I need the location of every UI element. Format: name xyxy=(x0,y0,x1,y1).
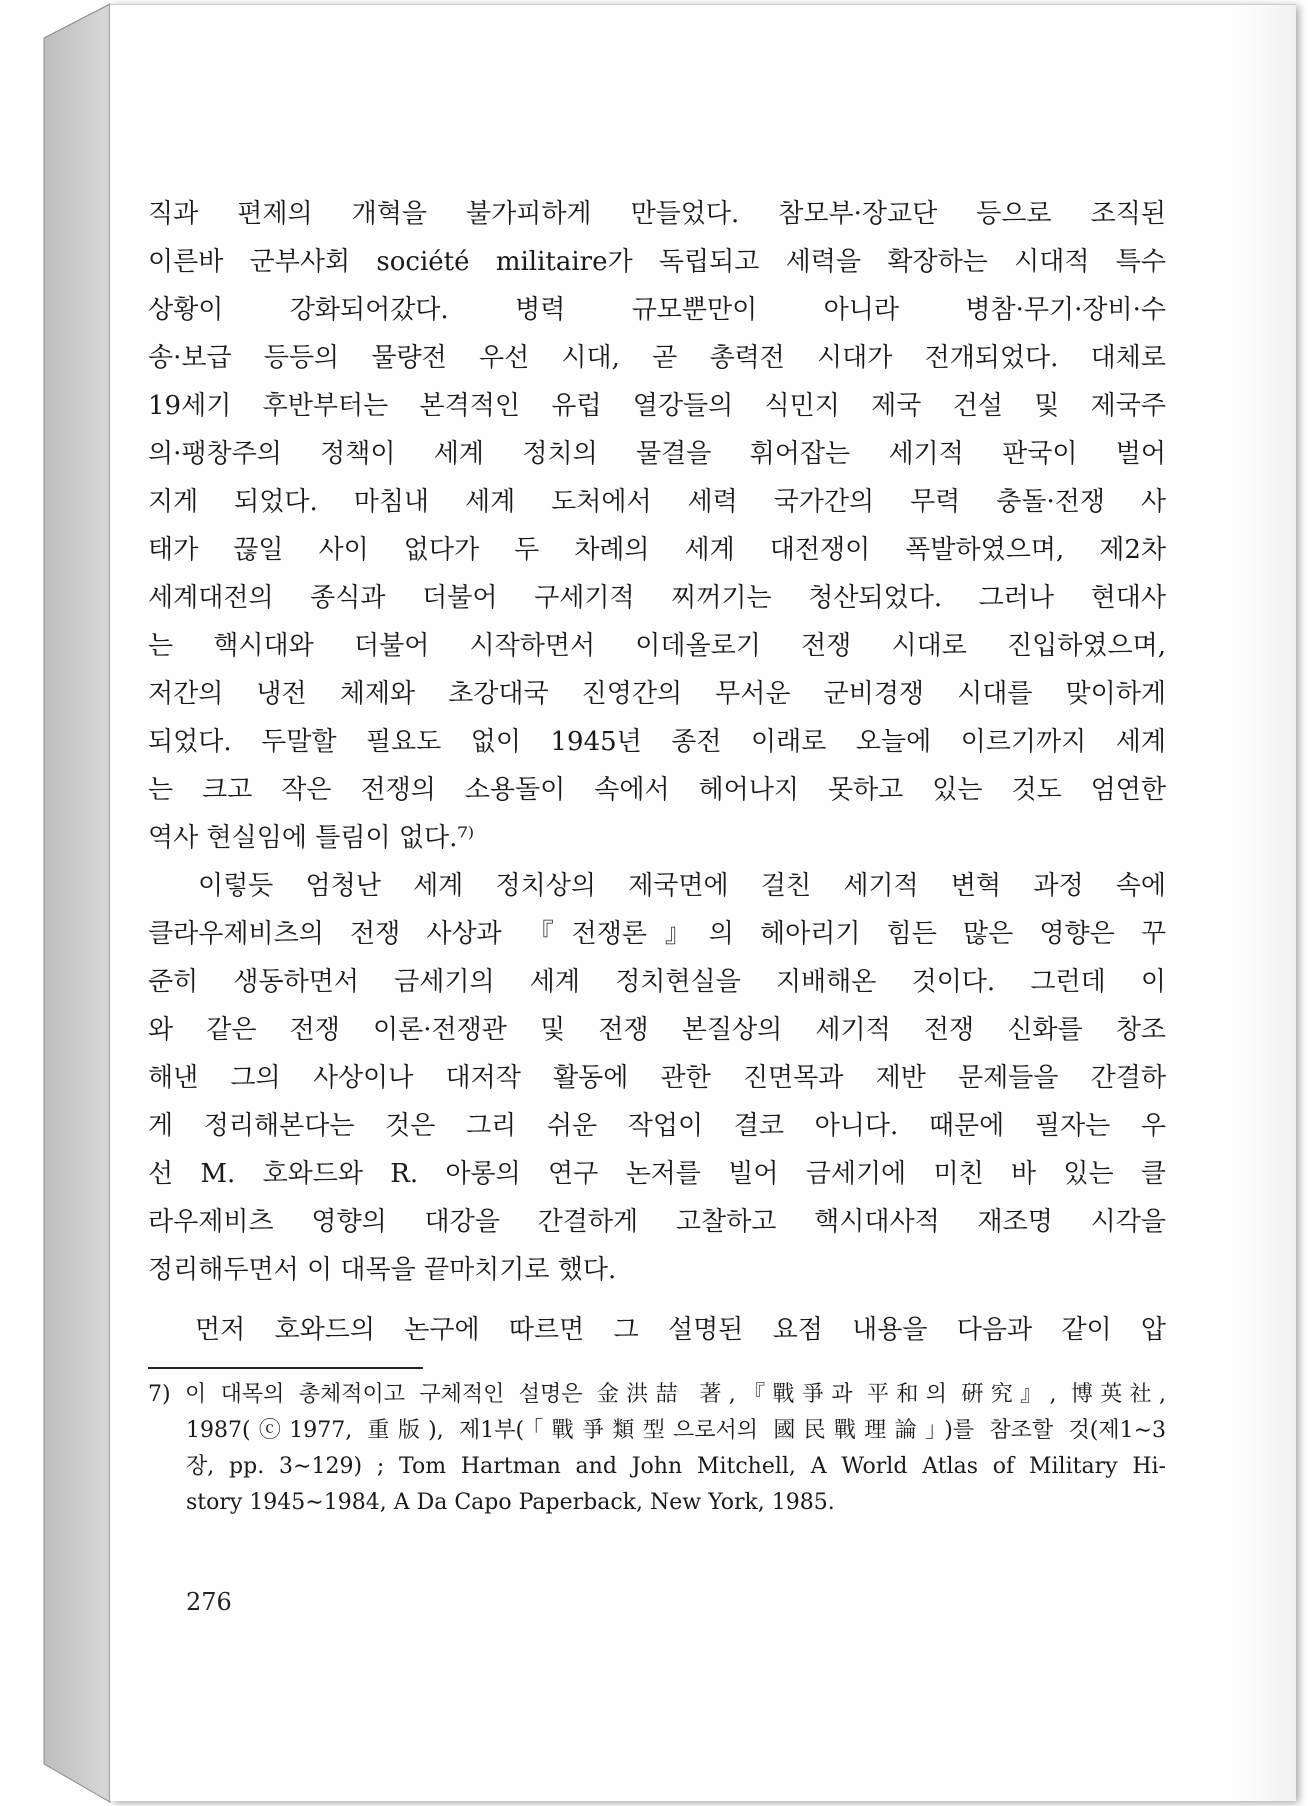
body-line: 클라우제비츠의 전쟁 사상과 『전쟁론』의 헤아리기 힘든 많은 영향은 꾸 xyxy=(148,919,1166,949)
body-line: 해낸 그의 사상이나 대저작 활동에 관한 진면목과 제반 문제들을 간결하 xyxy=(148,1063,1166,1093)
body-line: 송·보급 등등의 물량전 우선 시대, 곧 총력전 시대가 전개되었다. 대체로 xyxy=(148,343,1166,373)
body-line: 세계대전의 종식과 더불어 구세기적 찌꺼기는 청산되었다. 그러나 현대사 xyxy=(148,583,1166,613)
body-line: 직과 편제의 개혁을 불가피하게 만들었다. 참모부·장교단 등으로 조직된 xyxy=(148,199,1166,229)
body-line: 지게 되었다. 마침내 세계 도처에서 세력 국가간의 무력 충돌·전쟁 사 xyxy=(148,487,1166,517)
body-line: 저간의 냉전 체제와 초강대국 진영간의 무서운 군비경쟁 시대를 맞이하게 xyxy=(148,679,1166,709)
footnote-line: 1987(ⓒ1977, 重版), 제1부(「戰爭類型으로서의 國民戰理論」)를 참조할 것(제1∼3 xyxy=(186,1418,1166,1443)
body-line: 는 핵시대와 더불어 시작하면서 이데올로기 전쟁 시대로 진입하였으며, xyxy=(148,631,1166,661)
page-edge-shade xyxy=(1236,5,1296,1801)
body-line: 상황이 강화되어갔다. 병력 규모뿐만이 아니라 병참·무기·장비·수 xyxy=(148,295,1166,325)
body-line: 준히 생동하면서 금세기의 세계 정치현실을 지배해온 것이다. 그런데 이 xyxy=(148,967,1166,997)
body-line: 되었다. 두말할 필요도 없이 1945년 종전 이래로 오늘에 이르기까지 세계 xyxy=(148,727,1166,757)
body-line: 게 정리해본다는 것은 그리 쉬운 작업이 결코 아니다. 때문에 필자는 우 xyxy=(148,1111,1166,1141)
footnote-line: 장, pp. 3∼129) ; Tom Hartman and John Mitchell, A World Atlas of Military Hi- xyxy=(186,1454,1166,1479)
body-line: 와 같은 전쟁 이론·전쟁관 및 전쟁 본질상의 세기적 전쟁 신화를 창조 xyxy=(148,1015,1166,1045)
body-line: 는 크고 작은 전쟁의 소용돌이 속에서 헤어나지 못하고 있는 것도 엄연한 xyxy=(148,775,1166,805)
footnote-rule xyxy=(148,1367,423,1369)
page-number: 276 xyxy=(186,1588,232,1616)
body-line: 라우제비츠 영향의 대강을 간결하게 고찰하고 핵시대사적 재조명 시각을 xyxy=(148,1207,1166,1237)
body-line: 선 M. 호와드와 R. 아롱의 연구 논저를 빌어 금세기에 미친 바 있는 클 xyxy=(148,1159,1166,1189)
body-line: 역사 현실임에 틀림이 없다.⁷⁾ xyxy=(148,823,475,853)
footnote-line: story 1945∼1984, A Da Capo Paperback, New York, 1985. xyxy=(186,1490,835,1515)
body-line: 먼저 호와드의 논구에 따르면 그 설명된 요점 내용을 다음과 같이 압 xyxy=(148,1315,1166,1345)
book-spine xyxy=(0,0,112,1806)
footnote-line: 7) 이 대목의 총체적이고 구체적인 설명은 金洪喆 著,『戰爭과 平和의 硏究』, 博英社, xyxy=(148,1382,1166,1407)
body-line: 의·팽창주의 정책이 세계 정치의 물결을 휘어잡는 세기적 판국이 벌어 xyxy=(148,439,1166,469)
body-line: 이른바 군부사회 société militaire가 독립되고 세력을 확장하는 시대적 특수 xyxy=(148,247,1166,277)
body-line: 이렇듯 엄청난 세계 정치상의 제국면에 걸친 세기적 변혁 과정 속에 xyxy=(148,871,1166,901)
body-line: 태가 끊일 사이 없다가 두 차례의 세계 대전쟁이 폭발하였으며, 제2차 xyxy=(148,535,1166,565)
body-line: 정리해두면서 이 대목을 끝마치기로 했다. xyxy=(148,1255,617,1285)
body-line: 19세기 후반부터는 본격적인 유럽 열강들의 식민지 제국 건설 및 제국주 xyxy=(148,391,1166,421)
